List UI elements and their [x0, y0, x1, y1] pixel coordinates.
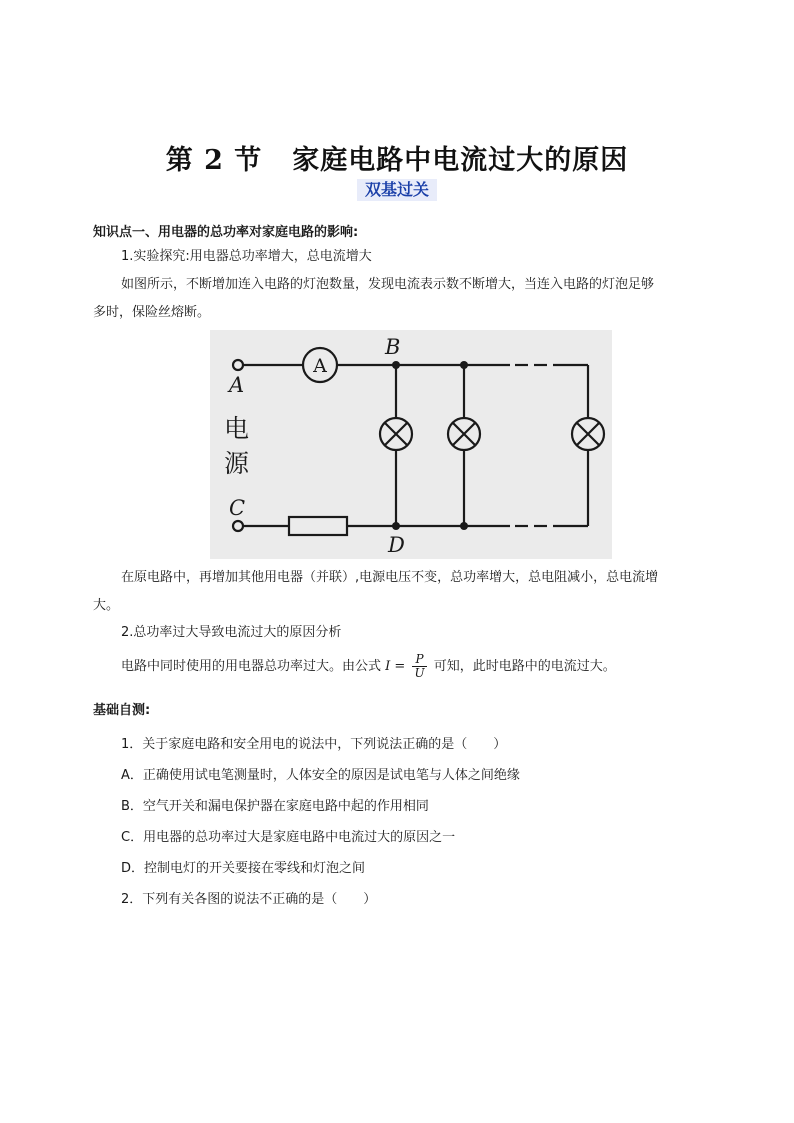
- junction-bottom-2: [460, 522, 468, 530]
- quiz-heading: 基础自测:: [93, 703, 151, 718]
- subtitle-badge: 双基过关: [357, 179, 437, 201]
- terminal-a: [233, 360, 243, 370]
- formula-denominator: U: [414, 666, 425, 680]
- item2-title: 2.总功率过大导致电流过大的原因分析: [121, 625, 342, 640]
- formula-before: 电路中同时使用的用电器总功率过大。由公式: [121, 659, 382, 674]
- formula-lhs: I =: [385, 659, 406, 674]
- label-d: D: [388, 533, 405, 557]
- title-text: 家庭电路中电流过大的原因: [292, 145, 629, 176]
- question-1: 1．关于家庭电路和安全用电的说法中，下列说法正确的是（ ）: [121, 737, 507, 752]
- circuit-diagram: [210, 330, 612, 559]
- lamp-3: [572, 418, 604, 450]
- formula-line: [121, 652, 616, 682]
- label-c: C: [229, 496, 246, 520]
- junction-top-2: [460, 361, 468, 369]
- page-title: [0, 138, 794, 177]
- fuse: [289, 517, 347, 535]
- formula-numerator: P: [412, 653, 426, 667]
- question-1-option-d: D．控制电灯的开关要接在零线和灯泡之间: [121, 861, 366, 876]
- item1-desc-line2: 多时，保险丝熔断。: [93, 305, 211, 320]
- item1-title: 1.实验探究:用电器总功率增大，总电流增大: [121, 249, 372, 264]
- section-label: 第 2 节: [165, 145, 263, 176]
- terminal-c: [233, 521, 243, 531]
- question-1-option-a: A．正确使用试电笔测量时，人体安全的原因是试电笔与人体之间绝缘: [121, 768, 520, 783]
- item1-desc-line1: 如图所示，不断增加连入电路的灯泡数量，发现电流表示数不断增大，当连入电路的灯泡足够: [121, 277, 655, 292]
- conclusion-line1: 在原电路中，再增加其他用电器（并联）,电源电压不变，总功率增大，总电阻减小，总电流增: [121, 570, 659, 585]
- ammeter-symbol: A: [313, 355, 327, 377]
- circuit-svg: [210, 330, 612, 559]
- label-a: A: [229, 373, 245, 397]
- knowledge-heading: 知识点一、用电器的总功率对家庭电路的影响:: [93, 225, 359, 240]
- label-b: B: [385, 335, 401, 359]
- junction-d: [392, 522, 400, 530]
- question-1-option-c: C．用电器的总功率过大是家庭电路中电流过大的原因之一: [121, 830, 456, 845]
- formula-fraction: [412, 653, 426, 680]
- source-char-2: 源: [224, 449, 250, 478]
- conclusion-line2: 大。: [93, 598, 120, 613]
- formula-after: 可知，此时电路中的电流过大。: [433, 659, 616, 674]
- source-char-1: 电: [224, 414, 250, 443]
- lamp-2: [448, 418, 480, 450]
- lamp-1: [380, 418, 412, 450]
- question-1-option-b: B．空气开关和漏电保护器在家庭电路中起的作用相同: [121, 799, 429, 814]
- question-2: 2．下列有关各图的说法不正确的是（ ）: [121, 892, 377, 907]
- junction-b: [392, 361, 400, 369]
